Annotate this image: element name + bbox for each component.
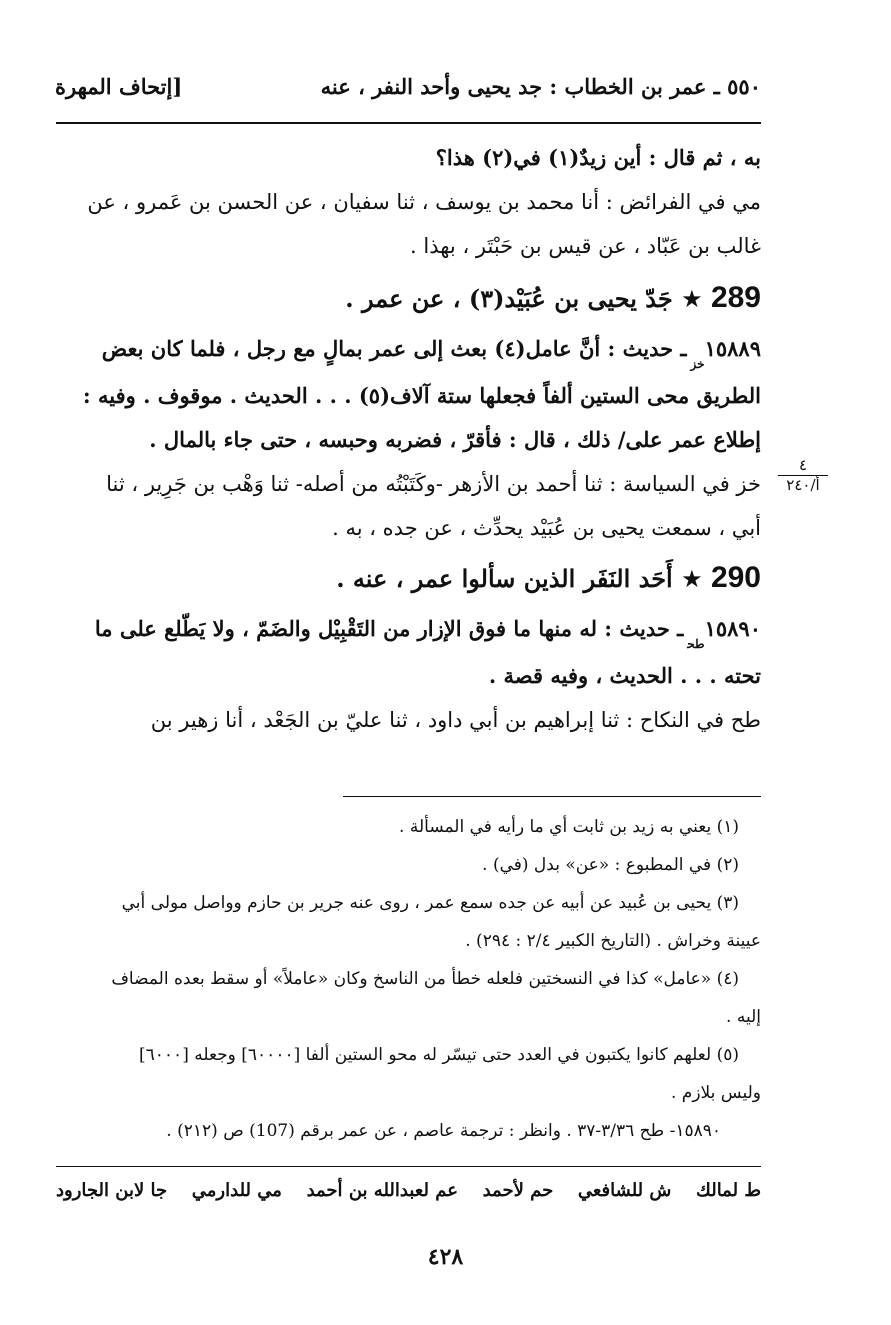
text-line: تحته . . . الحديث ، وفيه قصة . — [488, 663, 761, 688]
abbreviations-key — [56, 1180, 761, 1201]
text-line: إطلاع عمر على/ ذلك ، قال : فأقرّ ، فضربه وحبسه ، حتى جاء بالمال . — [149, 427, 761, 452]
abbreviation: ش للشافعي — [577, 1180, 672, 1201]
abbreviation: مي للدارمي — [191, 1180, 282, 1201]
text-line: غالب بن عَبّاد ، عن قيس بن حَبْتَر ، بهذا . — [410, 234, 761, 258]
entry-title: أَحَد النَفَر الذين سألوا عمر ، عنه . — [336, 564, 673, 593]
star-icon: ★ — [681, 565, 703, 593]
margin-note-ref: أ/٢٤٠ — [786, 476, 820, 494]
abbreviation: ط لمالك — [696, 1180, 761, 1201]
hadith-number: ١٥٨٩٠ — [704, 616, 761, 641]
hadith-15889-line-1 — [56, 327, 761, 374]
hadith-text: ـ حديث : له منها ما فوق الإزار من التَقْبِيْل والضَمّ ، ولا يَطّلع على ما — [94, 616, 684, 641]
page-number: ٤٢٨ — [427, 1244, 464, 1270]
source-tag: خز — [690, 357, 705, 371]
text-line: أبي ، سمعت يحيى بن عُبَيْد يحدِّث ، عن جده ، به . — [332, 516, 761, 540]
text-line: الطريق محى الستين ألفاً فجعلها ستة آلاف(٥) . . . الحديث . موقوف . وفيه : — [82, 383, 761, 408]
abbreviations-rule — [56, 1166, 761, 1167]
abbreviation: حم لأحمد — [482, 1180, 554, 1201]
main-text — [56, 136, 761, 742]
entry-289 — [56, 276, 761, 321]
running-header-title: ٥٥٠ ـ عمر بن الخطاب : جد يحيى وأحد النفر ، عنه — [320, 74, 761, 99]
footnote: (١) يعني به زيد بن ثابت أي ما رأيه في المسألة . — [399, 817, 739, 837]
entry-number: 290 — [710, 561, 761, 594]
header-rule — [56, 122, 761, 124]
footnote-rule — [343, 796, 761, 797]
footnotes — [56, 808, 761, 1150]
text-line: طح في النكاح : ثنا إبراهيم بن أبي داود ، ثنا عليّ بن الجَعْد ، أنا زهير بن — [150, 708, 761, 732]
footnote: (٣) يحيى بن عُبيد عن أبيه عن جده سمع عمر ، روى عنه جرير بن حازم وواصل مولى أبي — [121, 893, 739, 913]
abbreviation: جا لابن الجارود — [56, 1180, 168, 1201]
entry-290 — [56, 556, 761, 601]
text-line: مي في الفرائض : أنا محمد بن يوسف ، ثنا سفيان ، عن الحسن بن عَمرو ، عن — [87, 190, 761, 214]
abbreviation: عم لعبدالله بن أحمد — [306, 1180, 458, 1201]
running-header-book: [إتحاف المهرة — [55, 74, 183, 99]
source-tag: طح — [687, 637, 705, 651]
entry-title: جَدّ يحيى بن عُبَيْد(٣) ، عن عمر . — [345, 284, 673, 313]
footnote-continuation: وليس بلازم . — [670, 1083, 761, 1103]
footnote-continuation: عيينة وخراش . (التاريخ الكبير ٢/٤ : ٢٩٤) . — [465, 931, 761, 951]
margin-note-number: ٤ — [778, 456, 828, 476]
hadith-15890-line-1 — [56, 607, 761, 654]
footnote: (٢) في المطبوع : «عن» بدل (في) . — [482, 855, 739, 875]
footnote: (٤) «عامل» كذا في النسختين فلعله خطأ من الناسخ وكان «عاملاً» أو سقط بعده المضاف — [111, 969, 739, 989]
footnote: (٥) لعلهم كانوا يكتبون في العدد حتى تيسّر له محو الستين ألفا [٦٠٠٠٠] وجعله [٦٠٠٠] — [139, 1045, 739, 1065]
text-line: به ، ثم قال : أين زيدٌ(١) في(٢) هذا؟ — [435, 145, 761, 170]
text-line: خز في السياسة : ثنا أحمد بن الأزهر -وكَتَبْتُه من أصله- ثنا وَهْب بن جَرِير ، ثنا — [106, 472, 761, 496]
hadith-number: ١٥٨٨٩ — [704, 336, 761, 361]
entry-number: 289 — [710, 281, 761, 314]
hadith-text: ـ حديث : أنَّ عامل(٤) بعث إلى عمر بمالٍ مع رجل ، فلما كان بعض — [101, 336, 687, 361]
star-icon: ★ — [681, 285, 703, 313]
margin-note — [778, 456, 828, 494]
footnote-continuation: إليه . — [726, 1007, 761, 1027]
footnote-reference: ١٥٨٩٠- طح ٣/٣٦-٣٧ . وانظر : ترجمة عاصم ، عن عمر برقم (107) ص (٢١٢) . — [166, 1121, 721, 1141]
